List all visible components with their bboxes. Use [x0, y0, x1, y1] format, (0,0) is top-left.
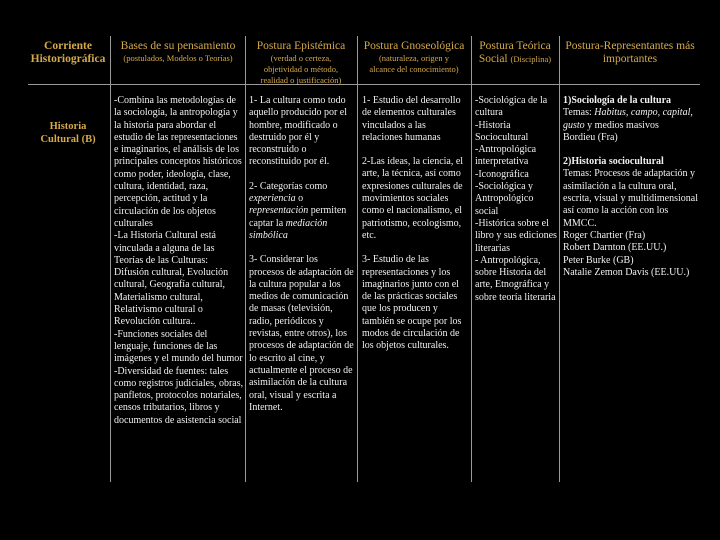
representante-name: Natalie Zemon Davis (EE.UU.) — [563, 266, 690, 278]
header-epistemica — [246, 40, 356, 86]
column-divider — [245, 36, 246, 482]
teorica-item: - Antropológica, sobre Historia del arte, Etnográfica y sobre teoría literaria — [475, 254, 556, 303]
representante-name: Peter Burke (GB) — [563, 254, 634, 266]
bases-item: -La Historia Cultural está vinculada a alguna de las Teorías de las Culturas: Difusión cultural, Evolución cultural, Geografía cultural, Materialismo cultural, Relativismo cultural o Revolución cultura.. — [114, 230, 229, 328]
header-divider — [28, 84, 700, 85]
header-teorica-sub: (Disciplina) — [510, 54, 552, 64]
header-bases — [112, 40, 244, 64]
teorica-item: -Historia Sociocultural — [475, 119, 529, 143]
epistemica-italic: representación — [249, 205, 309, 217]
bases-item: -Funciones sociales del lenguaje, funciones de las imágenes y el mundo del humor — [114, 328, 243, 365]
bases-item: -Diversidad de fuentes: tales como registros judiciales, obras, panfletos, protocolos notariales, censos tributarios, libros y documentos de asistencia social — [114, 365, 244, 426]
epistemica-italic: mediación simbólica — [249, 217, 328, 241]
row-label — [28, 120, 108, 146]
header-gnoseologica-sub2: alcance del conocimiento) — [369, 64, 459, 74]
row-label-line1: Historia — [49, 121, 87, 132]
representante-name: Robert Darnton (EE.UU.) — [563, 242, 667, 254]
representantes-temas: Temas: Procesos de adaptación y asimilación a la cultura oral, escrita, visual y multidimensional así como la acción con los MMCC. — [563, 168, 698, 229]
header-teorica-title1: Postura Teórica — [479, 40, 551, 52]
epistemica-point-2 — [249, 181, 355, 242]
header-teorica — [472, 40, 558, 66]
row-label-line2: Cultural (B) — [40, 134, 96, 145]
header-representantes — [560, 40, 700, 66]
header-epistemica-sub2: objetividad o método, — [263, 64, 339, 74]
header-epistemica-sub1: (verdad o certeza, — [270, 53, 332, 63]
teorica-cell — [475, 95, 557, 304]
teorica-item: -Iconográfica — [475, 168, 529, 180]
gnoseologica-cell — [362, 95, 468, 353]
bases-item: -Combina las metodologías de la sociología, la antropología y la historia para abordar el estudio de las representaciones e imaginarios, el análisis de los principales conceptos históricos como poder, ideología, clase, cultura, identidad, raza, percepción, actitud y la circulación de los objetos culturales — [114, 95, 242, 229]
header-bases-sub: (postulados, Modelos o Teorías) — [123, 53, 233, 63]
epistemica-cell — [249, 95, 355, 414]
gnoseologica-point-3: 3- Estudio de las representaciones y los imaginarios junto con el de las prácticas sociales que los producen y también se ocupe por los modos de circulación de los objetos culturales. — [362, 254, 462, 352]
header-bases-title: Bases de su pensamiento — [120, 40, 236, 52]
representante-name: Bordieu (Fra) — [563, 131, 618, 143]
teorica-item: -Histórica sobre el libro y sus ediciones literarias — [475, 217, 557, 254]
header-epistemica-title: Postura Epistémica — [256, 40, 346, 52]
header-gnoseologica — [358, 40, 470, 75]
temas-text: Temas: — [563, 107, 595, 119]
header-epistemica-sub3: realidad o justificación) — [260, 75, 342, 85]
header-teorica-social: Social — [478, 53, 508, 65]
epistemica-point-1: 1- La cultura como todo aquello producido por el hombre, modificado o destruido por él y reconstruido o reconstituido por él. — [249, 95, 348, 168]
header-corriente-line2: Historiográfica — [30, 53, 106, 65]
section-title-text: 2)Historia sociocultural — [563, 156, 664, 168]
representantes-cell — [563, 95, 699, 279]
gnoseologica-point-2: 2-Las ideas, la ciencia, el arte, la técnica, así como expresiones culturales de movimientos sociales como el nacionalismo, el patriotismo, ecologismo, etc. — [362, 156, 464, 241]
bases-cell — [114, 95, 244, 427]
header-gnoseologica-sub1: (naturaleza, origen y — [378, 53, 450, 63]
header-teorica-title2 — [472, 53, 558, 66]
header-corriente — [28, 40, 108, 66]
teorica-item: -Sociológica y Antropológico social — [475, 181, 534, 217]
column-divider — [471, 36, 472, 482]
representantes-section-title — [563, 95, 699, 107]
epistemica-italic: experiencia — [249, 193, 296, 205]
gnoseologica-point-1: 1- Estudio del desarrollo de elementos culturales vinculados a las relaciones humanas — [362, 95, 461, 143]
column-divider — [357, 36, 358, 482]
column-divider — [110, 36, 111, 482]
representantes-temas — [563, 107, 699, 132]
representante-name: Roger Chartier (Fra) — [563, 229, 646, 241]
column-divider — [559, 36, 560, 482]
section-title-text: 1)Sociología de la cultura — [563, 95, 672, 106]
teorica-item: -Antropológica interpretativa — [475, 144, 537, 168]
epistemica-text: 2- Categorías como — [249, 180, 328, 192]
header-gnoseologica-title: Postura Gnoseológica — [363, 40, 465, 52]
temas-italic: Habitus, campo, capital, gusto — [563, 107, 693, 131]
header-representantes-line1: Postura-Representantes más — [565, 40, 695, 52]
temas-text: y medios masivos — [584, 119, 659, 131]
header-representantes-line2: importantes — [602, 53, 658, 65]
epistemica-text: o — [295, 193, 304, 205]
epistemica-text: permiten captar la — [249, 205, 347, 229]
header-corriente-line1: Corriente — [44, 40, 92, 52]
teorica-item: -Sociológica de la cultura — [475, 95, 548, 119]
representantes-section-title — [563, 156, 699, 168]
epistemica-point-3: 3- Considerar los procesos de adaptación de la cultura popular a los medios de comunicación de masas (televisión, radio, periódicos y revistas, entre otros), los procesos de adaptación de lo escrito al cine, y actualmente el proceso de asimilación de la cultura oral, visual y escrita a Internet. — [249, 254, 354, 413]
